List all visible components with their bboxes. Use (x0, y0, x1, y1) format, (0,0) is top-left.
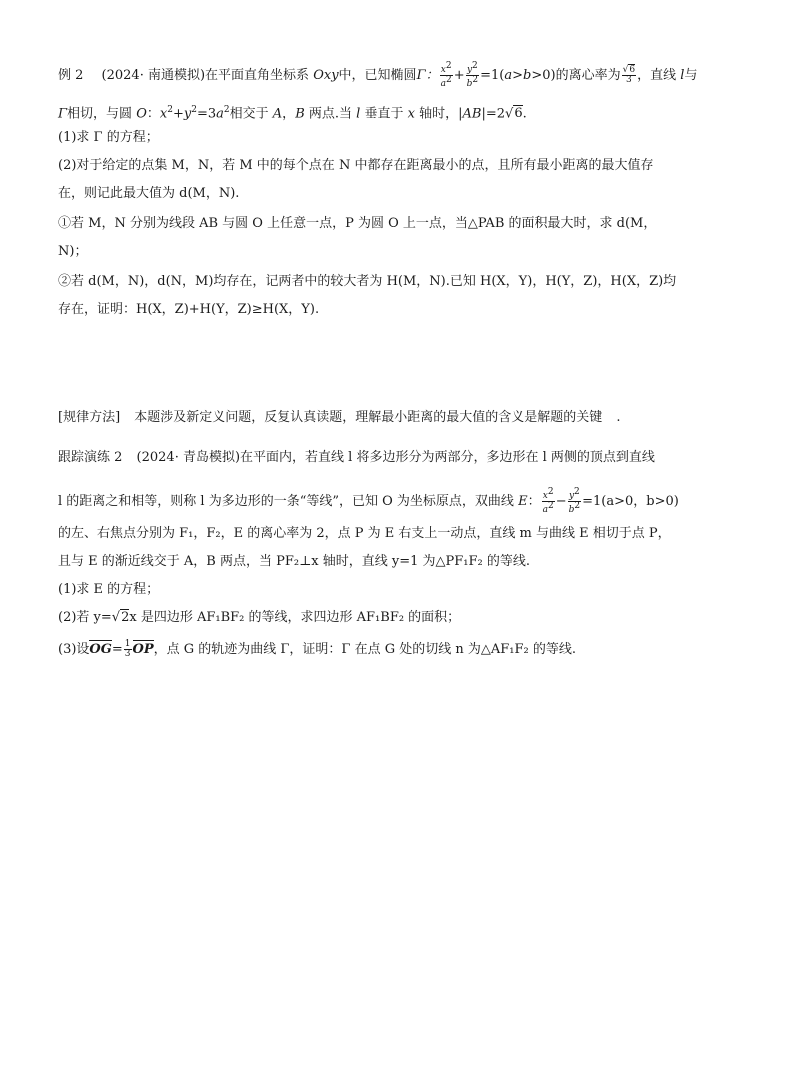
example-line-1: 例 2 (2024· 南通模拟)在平面直角坐标系 Oxy中，已知椭圆Γ： $\frac{x^2}{a^2}$ + $\frac{y^2}{b^2}$ =1(a>b>0)的离心率为 $\frac{√6}{3}$ ，直线 l与 (58, 61, 698, 89)
coord-system: Oxy (313, 68, 339, 83)
example-label: 例 2 (58, 68, 84, 83)
fraction-sqrt6-3: $\frac{√6}{3}$ (622, 65, 636, 85)
vector-op: OP (132, 642, 154, 657)
text-span: 中，已知椭圆 (338, 68, 417, 83)
text-span: (2)若 y= (58, 610, 112, 625)
text-span: l 的距离之和相等，则称 l 为多边形的一条“等线”，已知 O 为坐标原点，双曲线 (58, 494, 514, 509)
text-span: 相切，与圆 (67, 106, 133, 122)
text-span: (3)设 (58, 642, 90, 657)
method-line: [规律方法] 本题涉及新定义问题，反复认真读题，理解最小距离的最大值的含义是解题的关键 . (58, 410, 621, 425)
method-label: [规律方法] (58, 410, 121, 425)
text-span: ，点 G 的轨迹为曲线 Γ，证明：Γ 在点 G 处的切线 n 为△AF₁F₂ 的等线. (153, 642, 576, 657)
follow-line-2: l 的距离之和相等，则称 l 为多边形的一条“等线”，已知 O 为坐标原点，双曲线 E： $\frac{x^2}{a^2}$ − $\frac{y^2}{b^2}$ =1(a>0，b>0) (58, 487, 679, 515)
text-span: 与 (684, 68, 698, 83)
text-span: 在平面直角坐标系 (205, 68, 310, 83)
follow-source: (2024· 青岛模拟) (136, 450, 241, 465)
vector-og: OG (89, 642, 112, 657)
example-part-2-2-line-a: ②若 d(M，N)，d(N，M)均存在，记两者中的较大者为 H(M，N).已知 H(X，Y)，H(Y，Z)，H(X，Z)均 (58, 274, 677, 289)
follow-line-1 (58, 448, 655, 468)
text-span: 的离心率为 (555, 68, 621, 83)
follow-part-2: (2)若 y=√2x 是四边形 AF₁BF₂ 的等线，求四边形 AF₁BF₂ 的面积； (58, 610, 461, 625)
example-part-2-1-line-a: ①若 M，N 分别为线段 AB 与圆 O 上任意一点，P 为圆 O 上一点，当△PAB 的面积最大时，求 d(M， (58, 216, 657, 231)
follow-part-3: (3)设OG= $\frac{1}{3}$ OP，点 G 的轨迹为曲线 Γ，证明：Γ 在点 G 处的切线 n 为△AF₁F₂ 的等线. (58, 639, 576, 659)
fraction-x2a2: $\frac{x^2}{a^2}$ (440, 61, 452, 89)
example-part-2-1-line-b: N)； (58, 244, 88, 259)
text-span: x 是四边形 AF₁BF₂ 的等线，求四边形 AF₁BF₂ 的面积； (129, 610, 461, 625)
follow-line-3: 的左、右焦点分别为 F₁，F₂，E 的离心率为 2，点 P 为 E 右支上一动点，直线 m 与曲线 E 相切于点 P， (58, 526, 671, 541)
text-span: 两点.当 (308, 106, 353, 122)
example-part-2-line-a: (2)对于给定的点集 M，N，若 M 中的每个点在 N 中都存在距离最小的点，且所有最小距离的最大值存 (58, 158, 654, 173)
fraction-y2b2-b: $\frac{y^2}{b^2}$ (568, 487, 581, 515)
text-span: 轴时， (419, 106, 459, 122)
example-part-2-2-line-b: 存在，证明：H(X，Z)+H(Y，Z)≥H(X，Y). (58, 302, 320, 317)
fraction-y2b2: $\frac{y^2}{b^2}$ (466, 61, 479, 89)
text-span: 相交于 (229, 106, 269, 122)
fraction-x2a2-b: $\frac{x^2}{a^2}$ (542, 487, 554, 515)
follow-line-4: 且与 E 的渐近线交于 A，B 两点，当 PF₂⊥x 轴时，直线 y=1 为△PF₁F₂ 的等线. (58, 554, 531, 569)
example-part-1: (1)求 Γ 的方程； (58, 130, 159, 145)
text-span: ，直线 (637, 68, 677, 83)
example-part-2-line-b: 在，则记此最大值为 d(M，N). (58, 186, 240, 201)
text-span: 垂直于 (364, 106, 404, 122)
example-source: (2024· 南通模拟) (101, 68, 206, 83)
method-text: 本题涉及新定义问题，反复认真读题，理解最小距离的最大值的含义是解题的关键 (134, 410, 603, 425)
follow-part-1: (1)求 E 的方程； (58, 582, 160, 597)
example-line-2: Γ相切，与圆 O：$x^2+y^2=3a^2$相交于 A，B 两点.当 l 垂直于 x 轴时，|AB|=2√6. (58, 105, 527, 122)
follow-label: 跟踪演练 2 (58, 450, 123, 465)
text-span: =1(a>0，b>0) (582, 494, 679, 509)
text-span: 在平面内，若直线 l 将多边形分为两部分，多边形在 l 两侧的顶点到直线 (240, 450, 655, 465)
fraction-1-3: $\frac{1}{3}$ (124, 639, 131, 659)
ellipse-name: Γ： (416, 68, 439, 83)
